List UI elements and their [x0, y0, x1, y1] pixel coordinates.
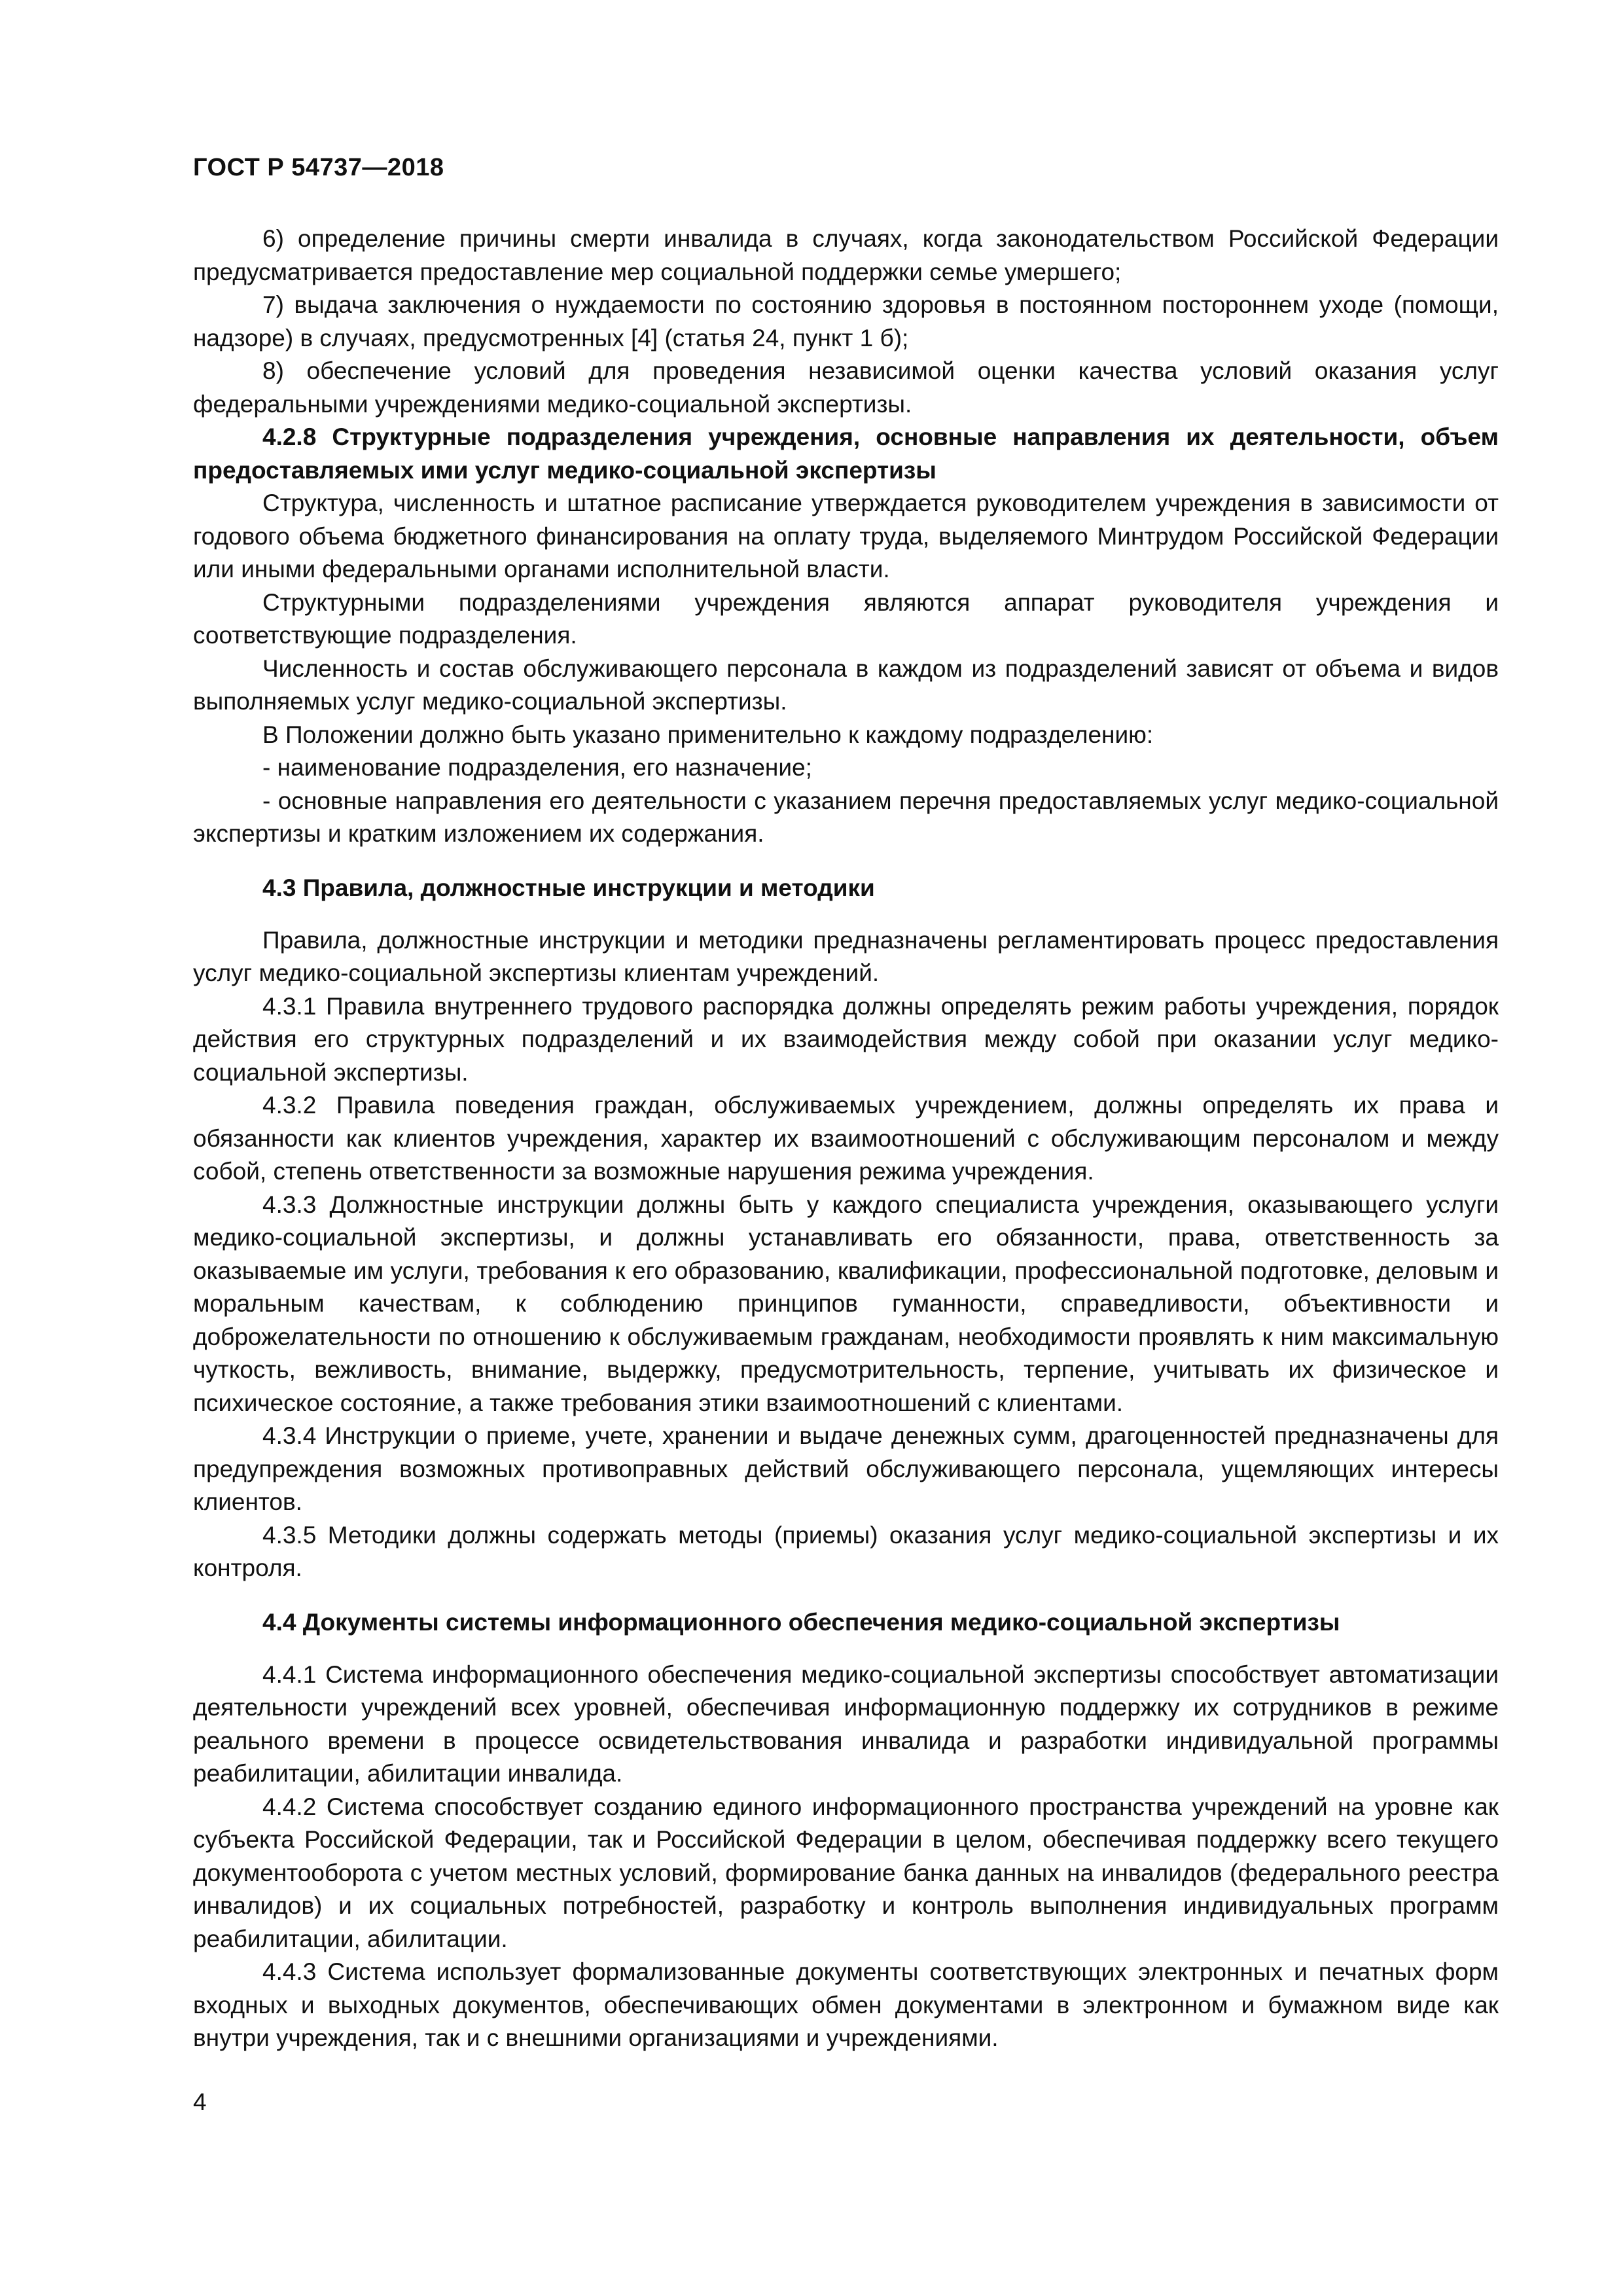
paragraph: 4.3.4 Инструкции о приеме, учете, хранении и выдаче денежных сумм, драгоценностей предназначены для предупреждения возможных противоправных действий обслуживающего персонала, ущемляющих интересы клиентов.	[193, 1422, 1499, 1515]
document-header: ГОСТ Р 54737—2018	[193, 154, 444, 181]
paragraph: 4.3.2 Правила поведения граждан, обслуживаемых учреждением, должны определять их права и обязанности как клиентов учреждения, характер их взаимоотношений с обслуживающим персоналом и между собой, степень ответственности за возможные нарушения режима учреждения.	[193, 1092, 1499, 1185]
paragraph: Структурными подразделениями учреждения являются аппарат руководителя учреждения и соответствующие подразделения.	[193, 588, 1499, 649]
page-number: 4	[193, 2089, 207, 2115]
paragraph: 4.4.1 Система информационного обеспечения медико-социальной экспертизы способствует автоматизации деятельности учреждений всех уровней, обеспечивая информационную поддержку их сотрудников в режиме реального времени в процессе освидетельствования инвалида и разработки индивидуальной программы реабилитации, абилитации инвалида.	[193, 1660, 1499, 1787]
paragraph: 4.3.3 Должностные инструкции должны быть у каждого специалиста учреждения, оказывающего услуги медико-социальной экспертизы, и должны устанавливать его обязанности, права, ответственность за оказываемые им услуги, требования к его образованию, квалификации, профессиональной подготовке, деловым и моральным качествам, к соблюдению принципов гуманности, справедливости, объективности и доброжелательности по отношению к обслуживаемым гражданам, необходимости проявлять к ним максимальную чуткость, вежливость, внимание, выдержку, предусмотрительность, терпение, учитывать их физическое и психическое состояние, а также требования этики взаимоотношений с клиентами.	[193, 1191, 1499, 1416]
paragraph: 4.4.3 Система использует формализованные документы соответствующих электронных и печатных форм входных и выходных документов, обеспечивающих обмен документами в электронном и бумажном виде как внутри учреждения, так и с внешними организациями и учреждениями.	[193, 1958, 1499, 2051]
list-item: - наименование подразделения, его назначение;	[262, 754, 812, 781]
paragraph: В Положении должно быть указано применительно к каждому подразделению:	[262, 721, 1154, 748]
paragraph: 7) выдача заключения о нуждаемости по состоянию здоровья в постоянном постороннем уходе (помощи, надзоре) в случаях, предусмотренных [4] (статья 24, пункт 1 б);	[193, 291, 1499, 351]
paragraph: Правила, должностные инструкции и методики предназначены регламентировать процесс предоставления услуг медико-социальной экспертизы клиентам учреждений.	[193, 926, 1499, 986]
paragraph: 4.3.1 Правила внутреннего трудового распорядка должны определять режим работы учреждения, порядок действия его структурных подразделений и их взаимодействия между собой при оказании услуг медико-социальной экспертизы.	[193, 992, 1499, 1086]
paragraph: 4.4.2 Система способствует созданию единого информационного пространства учреждений на уровне как субъекта Российской Федерации, так и Российской Федерации в целом, обеспечивая поддержку всего текущего документооборота с учетом местных условий, формирование банка данных на инвалидов (федерального реестра инвалидов) и их социальных потребностей, разработку и контроль выполнения индивидуальных программ реабилитации, абилитации.	[193, 1793, 1499, 1952]
paragraph: 6) определение причины смерти инвалида в случаях, когда законодательством Российской Федерации предусматривается предоставление мер социальной поддержки семье умершего;	[193, 225, 1499, 285]
section-heading-4-2-8: 4.2.8 Структурные подразделения учреждения, основные направления их деятельности, объем предоставляемых ими услуг медико-социальной экспертизы	[193, 423, 1499, 484]
paragraph: Численность и состав обслуживающего персонала в каждом из подразделений зависят от объема и видов выполняемых услуг медико-социальной экспертизы.	[193, 655, 1499, 715]
section-heading-4-4: 4.4 Документы системы информационного обеспечения медико-социальной экспертизы	[262, 1608, 1340, 1636]
paragraph: 4.3.5 Методики должны содержать методы (приемы) оказания услуг медико-социальной экспертизы и их контроля.	[193, 1521, 1499, 1581]
paragraph: Структура, численность и штатное расписание утверждается руководителем учреждения в зависимости от годового объема бюджетного финансирования на оплату труда, выделяемого Минтрудом Российской Федерации или иными федеральными органами исполнительной власти.	[193, 490, 1499, 583]
list-item: - основные направления его деятельности с указанием перечня предоставляемых услуг медико-социальной экспертизы и кратким изложением их содержания.	[193, 787, 1499, 847]
document-body	[193, 223, 1499, 2055]
paragraph: 8) обеспечение условий для проведения независимой оценки качества условий оказания услуг федеральными учреждениями медико-социальной экспертизы.	[193, 357, 1499, 418]
section-heading-4-3: 4.3 Правила, должностные инструкции и методики	[262, 874, 875, 901]
